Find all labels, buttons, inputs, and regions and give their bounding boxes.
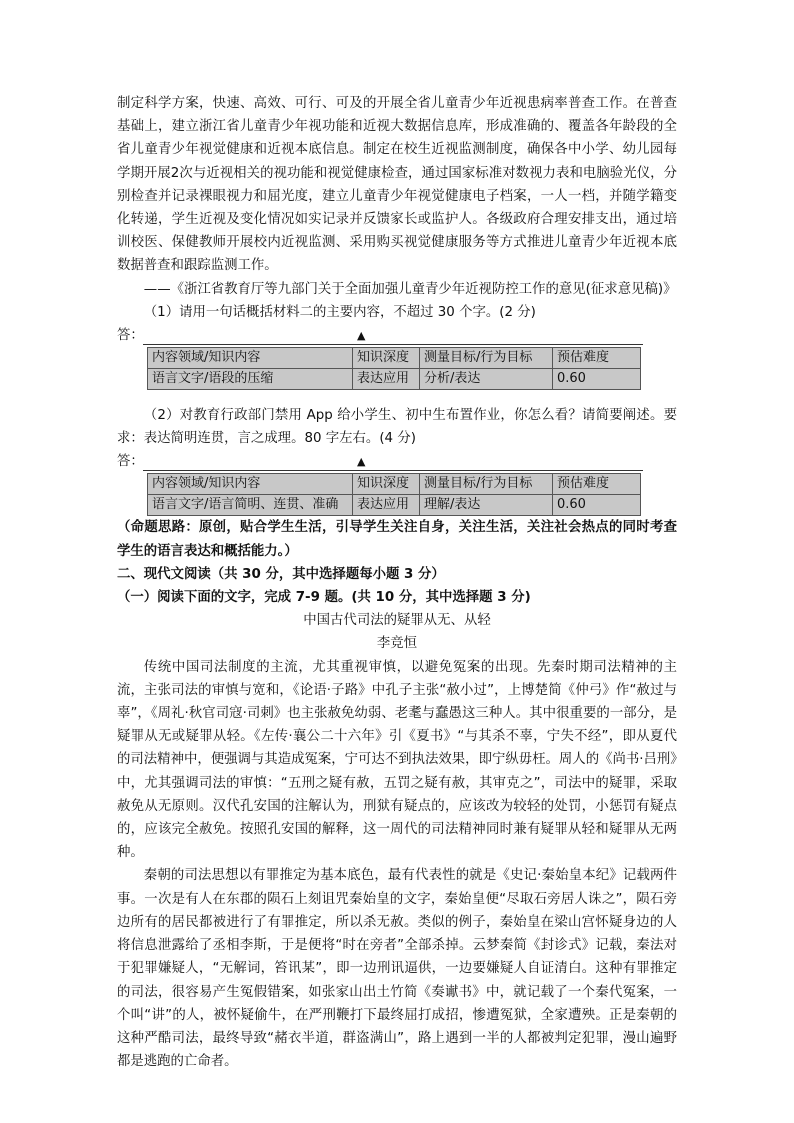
article-paragraph: 传统中国司法制度的主流，尤其重视审慎，以避免冤案的出现。先秦时期司法精神的主流，主张司法的审慎与宽和，《论语·子路》中孔子主张“赦小过”，上博楚简《仲弓》作“赦过与辜”，《周礼·秋官司寇·司刺》也主张赦免幼弱、老耄与蠢愚这三种人。其中很重要的一部分，是疑罪从无或疑罪从轻。《左传·襄公二十六年》引《夏书》“与其杀不辜，宁失不经”，即从夏代的司法精神中，便强调与其造成冤案，宁可达不到执法效果，即宁纵毋枉。周人的《尚书·吕刑》中，尤其强调司法的审慎：“五刑之疑有赦，五罚之疑有赦，其审克之”，司法中的疑罪，采取赦免从无原则。汉代孔安国的注解认为，刑狱有疑点的，应该改为较轻的处罚，小惩罚有疑点的，应该完全赦免。按照孔安国的解释，这一周代的司法精神同时兼有疑罪从轻和疑罪从无两种。: [117, 659, 677, 861]
question-1-answer-line[interactable]: [117, 324, 677, 347]
answer-label: 答：: [117, 454, 144, 470]
material-source: ——《浙江省教育厅等九部门关于全面加强儿童青少年近视防控工作的意见(征求意见稿)》: [143, 281, 677, 297]
table-header-cell: 内容领域/知识内容: [148, 474, 353, 495]
table-header-row: [148, 348, 641, 369]
table-header-cell: 预估难度: [553, 348, 641, 369]
table-header-row: [148, 474, 641, 495]
table-cell: 语言文字/语段的压缩: [148, 369, 353, 390]
design-note: （命题思路：原创，贴合学生生活，引导学生关注自身，关注生活，关注社会热点的同时考查学生的语言表达和概括能力。）: [117, 520, 677, 559]
table-header-cell: 预估难度: [553, 474, 641, 495]
section-heading: 二、现代文阅读（共 30 分，其中选择题每小题 3 分）: [117, 566, 445, 582]
table-cell: 表达应用: [353, 369, 420, 390]
article-author: 李竞恒: [376, 636, 418, 652]
article-title: 中国古代司法的疑罪从无、从轻: [303, 613, 491, 629]
question-1-spec-table: [147, 347, 641, 390]
table-header-cell: 内容领域/知识内容: [148, 348, 353, 369]
table-cell: 分析/表达: [420, 369, 553, 390]
table-header-cell: 测量目标/行为目标: [420, 474, 553, 495]
question-1-prompt: （1）请用一句话概括材料二的主要内容，不超过 30 个字。(2 分): [143, 304, 536, 320]
answer-underline: [143, 470, 643, 471]
table-header-cell: 知识深度: [353, 474, 420, 495]
table-cell: 语言文字/语言简明、连贯、准确: [148, 495, 353, 516]
answer-underline: [143, 344, 643, 345]
answer-marker-icon: ▲: [357, 329, 366, 343]
table-header-cell: 知识深度: [353, 348, 420, 369]
table-cell: 理解/表达: [420, 495, 553, 516]
table-row: [148, 369, 641, 390]
table-row: [148, 495, 641, 516]
material-paragraph: 制定科学方案，快速、高效、可行、可及的开展全省儿童青少年近视患病率普查工作。在普查基础上，建立浙江省儿童青少年视功能和近视大数据信息库，形成准确的、覆盖各年龄段的全省儿童青少年视觉健康和近视本底信息。制定在校生近视监测制度，确保各中小学、幼儿园每学期开展2次与近视相关的视功能和视觉健康检查，通过国家标准对数视力表和电脑验光仪，分别检查并记录裸眼视力和屈光度，建立儿童青少年视觉健康电子档案，一人一档，并随学籍变化转递，学生近视及变化情况如实记录并反馈家长或监护人。各级政府合理安排支出，通过培训校医、保健教师开展校内近视监测、采用购买视觉健康服务等方式推进儿童青少年近视本底数据普查和跟踪监测工作。: [117, 96, 677, 274]
table-cell: 0.60: [553, 495, 641, 516]
question-2-prompt: （2）对教育行政部门禁用 App 给小学生、初中生布置作业，你怎么看？请简要阐述。要求：表达简明连贯，言之成理。80 字左右。(4 分): [117, 408, 677, 447]
table-cell: 表达应用: [353, 495, 420, 516]
answer-marker-icon: ▲: [357, 455, 366, 469]
table-header-cell: 测量目标/行为目标: [420, 348, 553, 369]
document-page: [117, 92, 677, 1073]
table-cell: 0.60: [553, 369, 641, 390]
article-paragraph: 秦朝的司法思想以有罪推定为基本底色，最有代表性的就是《史记·秦始皇本纪》记载两件事。一次是有人在东郡的陨石上刻诅咒秦始皇的文字，秦始皇便“尽取石旁居人诛之”，陨石旁边所有的居民都被进行了有罪推定，所以杀无赦。类似的例子，秦始皇在梁山宫怀疑身边的人将信息泄露给了丞相李斯，于是便将“时在旁者”全部杀掉。云梦秦简《封诊式》记载，秦法对于犯罪嫌疑人，“无解词，笞讯某”，即一边刑讯逼供，一边要嫌疑人自证清白。这种有罪推定的司法，很容易产生冤假错案，如张家山出土竹简《奏谳书》中，就记载了一个秦代冤案，一个叫“讲”的人，被怀疑偷牛，在严刑鞭打下最终屈打成招，惨遭冤狱，全家遭殃。正是秦朝的这种严酷司法，最终导致“赭衣半道，群盗满山”，路上遇到一半的人都被判定犯罪，漫山遍野都是逃跑的亡命者。: [117, 868, 677, 1070]
answer-label: 答：: [117, 328, 144, 344]
subsection-heading: （一）阅读下面的文字，完成 7-9 题。(共 10 分，其中选择题 3 分): [117, 590, 531, 606]
question-2-answer-line[interactable]: [117, 450, 677, 473]
question-2-spec-table: [147, 473, 641, 516]
